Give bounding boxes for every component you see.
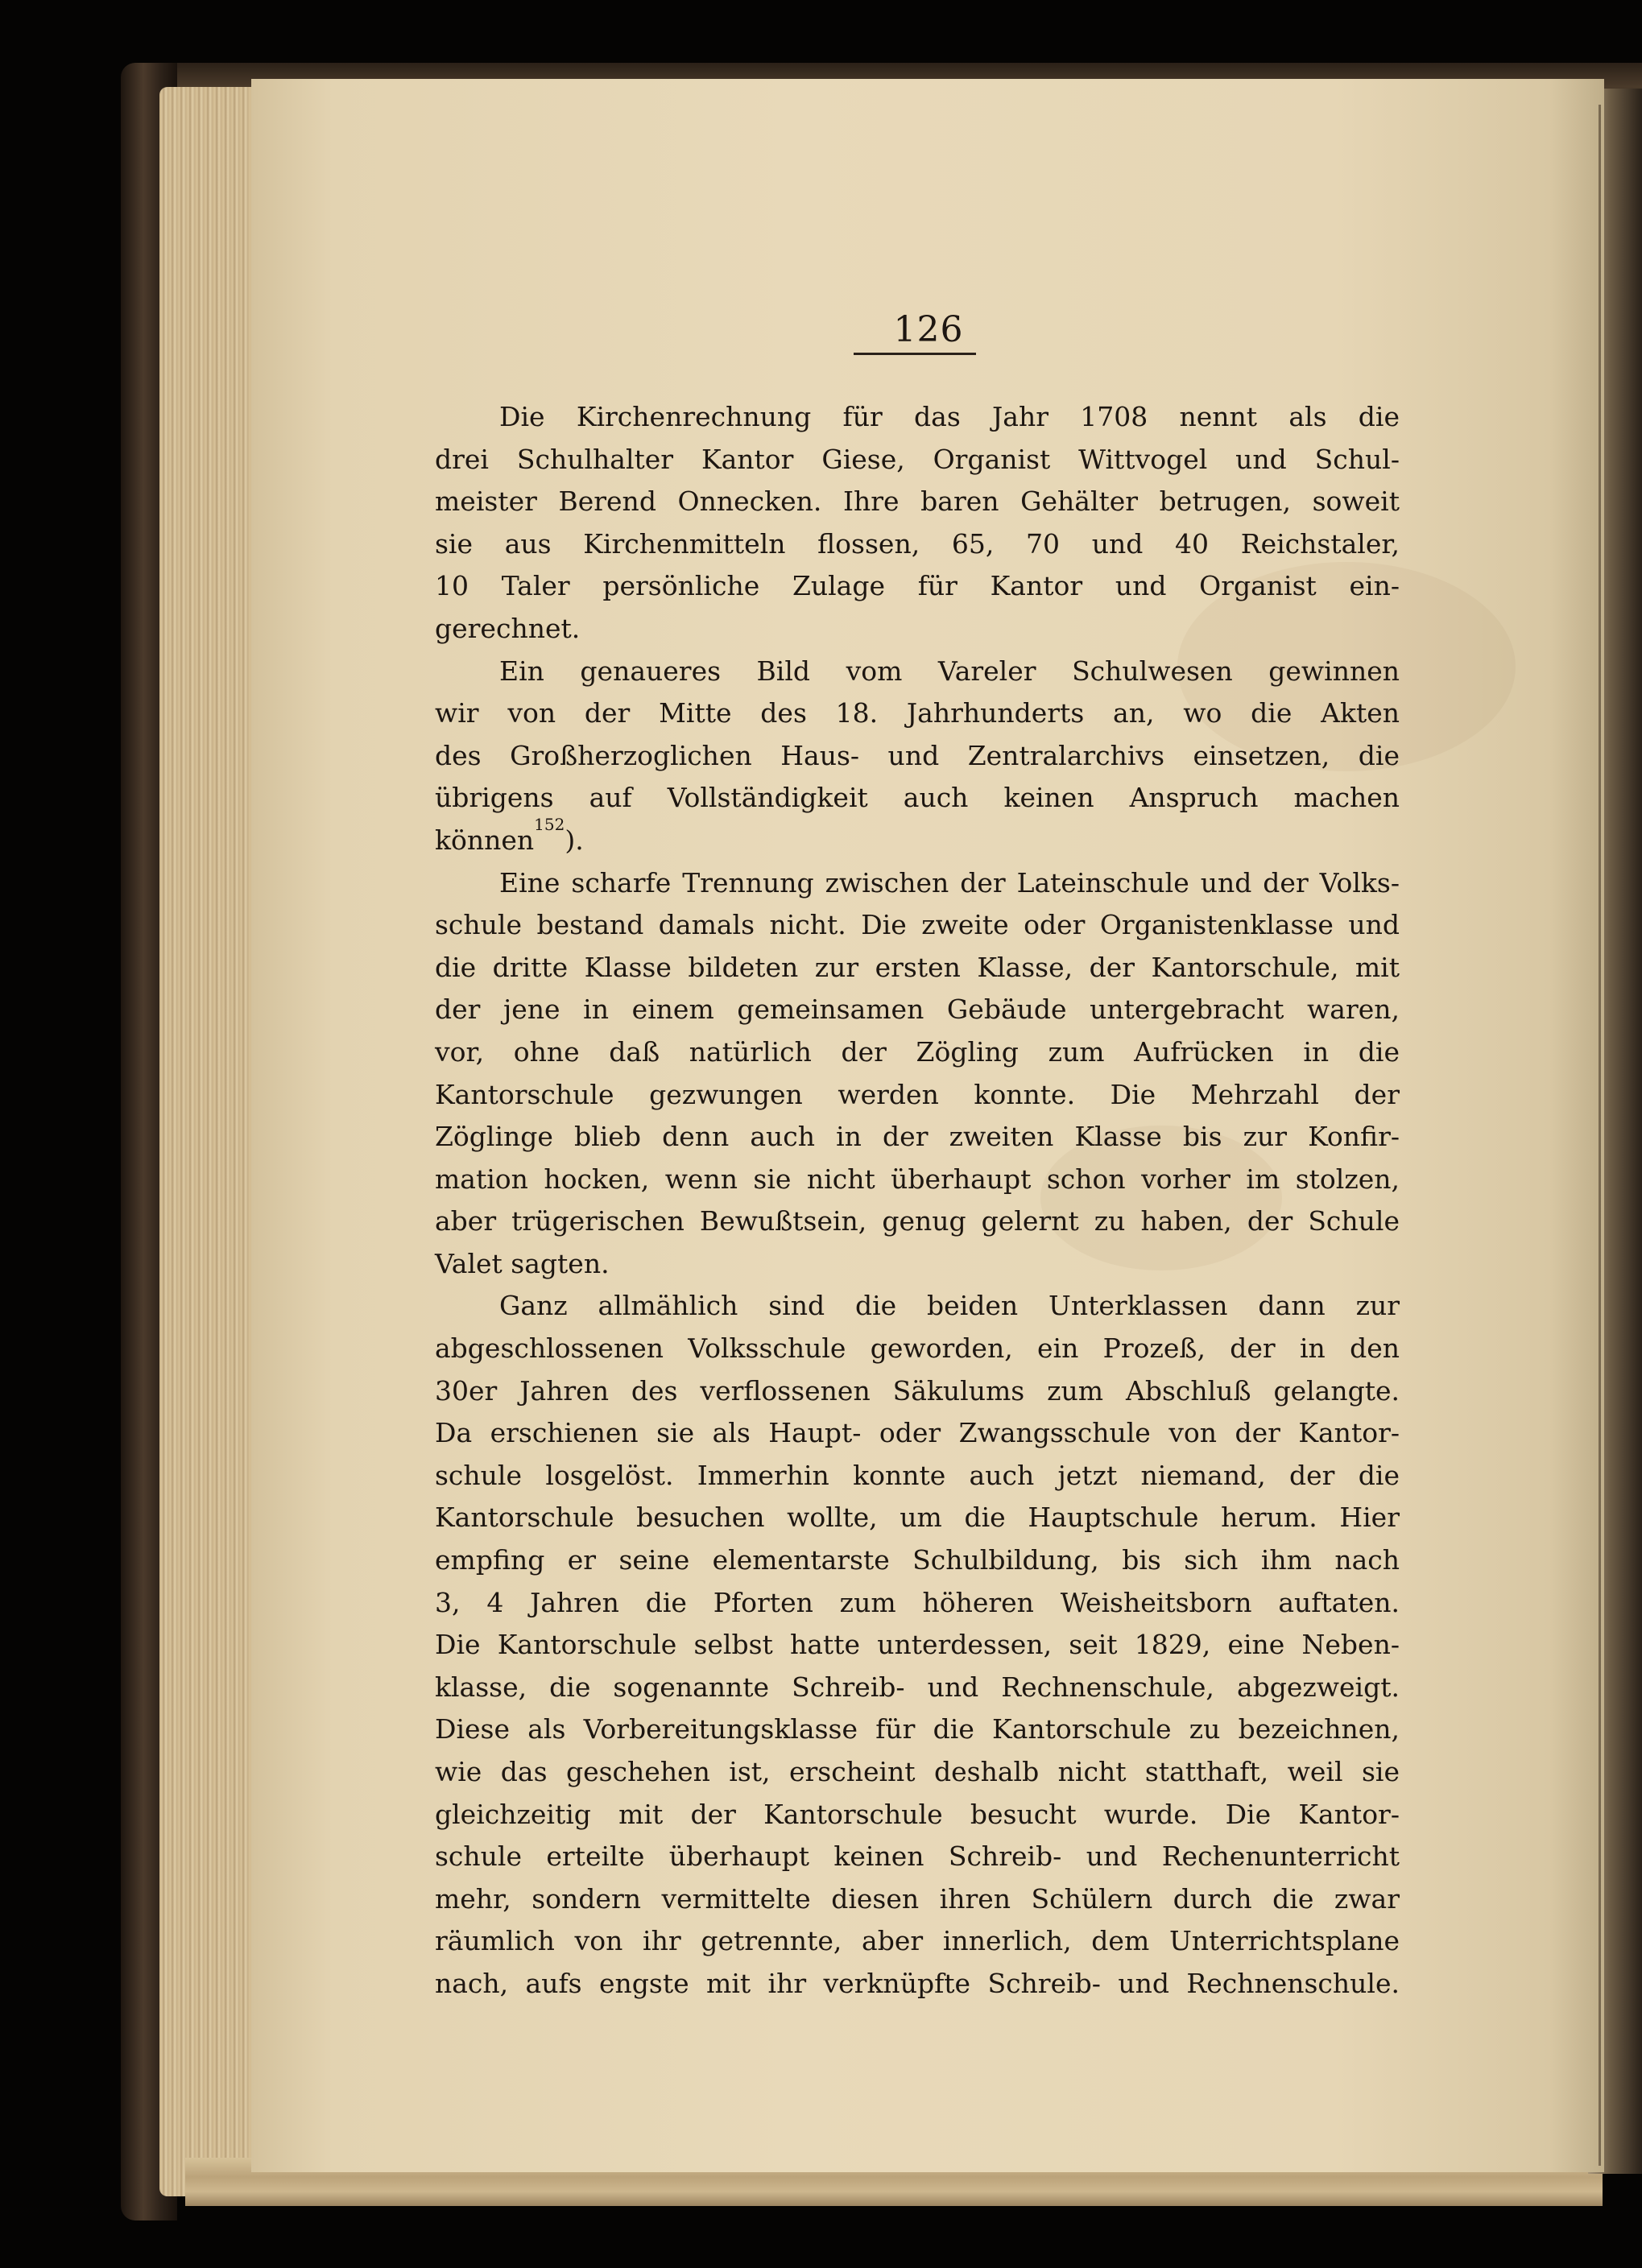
text-line-content: Die Kantorschule selbst hatte unterdessen, seit 1829, eine Neben-: [435, 1629, 1400, 1661]
text-line: [435, 651, 1400, 693]
text-line: [435, 904, 1400, 947]
text-line: [435, 1751, 1400, 1794]
text-line: [435, 1920, 1400, 1963]
text-line-content: Kantorschule gezwungen werden konnte. Die Mehrzahl der: [435, 1078, 1400, 1110]
text-line: [435, 862, 1400, 905]
text-line-content: Ganz allmählich sind die beiden Unterklassen dann zur: [499, 1290, 1400, 1322]
text-line-content: gleichzeitig mit der Kantorschule besucht wurde. Die Kantor-: [435, 1798, 1400, 1830]
text-line-content: 30er Jahren des verflossenen Säkulums zum Abschluß gelangte.: [435, 1374, 1400, 1407]
text-line: [435, 1455, 1400, 1498]
text-line-content: mation hocken, wenn sie nicht überhaupt schon vorher im stolzen,: [435, 1163, 1400, 1195]
text-line: [435, 1412, 1400, 1455]
text-line-content: Zöglinge blieb denn auch in der zweiten Klasse bis zur Konfir-: [435, 1121, 1400, 1153]
text-line: [435, 1582, 1400, 1625]
text-line: [435, 396, 1400, 439]
text-line: [435, 777, 1400, 820]
text-line-content: der jene in einem gemeinsamen Gebäude untergebracht waren,: [435, 994, 1400, 1026]
text-line-content: übrigens auf Vollständigkeit auch keinen Anspruch machen: [435, 782, 1400, 814]
text-line-content: Die Kirchenrechnung für das Jahr 1708 nennt als die: [499, 401, 1400, 432]
text-line-content: Da erschienen sie als Haupt- oder Zwangsschule von der Kantor-: [435, 1417, 1400, 1449]
text-line: [435, 1031, 1400, 1074]
text-line-content: schule losgelöst. Immerhin konnte auch jetzt niemand, der die: [435, 1459, 1400, 1491]
text-line: [435, 1963, 1400, 2006]
text-line-content: Kantorschule besuchen wollte, um die Hauptschule herum. Hier: [435, 1502, 1400, 1534]
text-line-content: meister Berend Onnecken. Ihre baren Gehälter betrugen, soweit: [435, 485, 1400, 518]
text-line-content: drei Schulhalter Kantor Giese, Organist Wittvogel und Schul-: [435, 443, 1400, 475]
text-line-content: Ein genaueres Bild vom Vareler Schulwesen gewinnen: [499, 655, 1400, 687]
text-line-content: wir von der Mitte des 18. Jahrhunderts an, wo die Akten: [435, 697, 1400, 729]
text-line: [435, 1116, 1400, 1159]
text-line: [435, 523, 1400, 566]
text-line-content: 10 Taler persönliche Zulage für Kantor und Organist ein-: [435, 570, 1400, 602]
text-line: [435, 1200, 1400, 1243]
text-line: [435, 692, 1400, 735]
page-number: 126: [893, 309, 964, 350]
text-line: [435, 1708, 1400, 1751]
text-line-content: vor, ohne daß natürlich der Zögling zum Aufrücken in die: [435, 1035, 1400, 1068]
text-line: [435, 1667, 1400, 1709]
text-line: [435, 1836, 1400, 1878]
text-line-tail: ).: [565, 824, 584, 856]
text-line-content: können: [435, 824, 535, 856]
text-line-content: schule erteilte überhaupt keinen Schreib- und Rechenunterricht: [435, 1840, 1400, 1873]
text-line-content: sie aus Kirchenmitteln flossen, 65, 70 und 40 Reichstaler,: [435, 527, 1400, 560]
text-line: [435, 1624, 1400, 1667]
text-line-content: gerechnet.: [435, 612, 581, 644]
text-line-content: Valet sagten.: [435, 1247, 610, 1279]
text-line: [435, 947, 1400, 989]
text-line-content: wie das geschehen ist, erscheint deshalb nicht statthaft, weil sie: [435, 1756, 1400, 1787]
text-line-content: empfing er seine elementarste Schulbildung, bis sich ihm nach: [435, 1544, 1400, 1576]
text-line-content: die dritte Klasse bildeten zur ersten Klasse, der Kantorschule, mit: [435, 951, 1400, 983]
text-line-content: aber trügerischen Bewußtsein, genug gelernt zu haben, der Schule: [435, 1205, 1400, 1237]
text-line: [435, 1794, 1400, 1836]
text-line-content: räumlich von ihr getrennte, aber innerlich, dem Unterrichtsplane: [435, 1925, 1400, 1957]
text-line: [435, 1159, 1400, 1201]
text-line: [435, 1370, 1400, 1413]
footnote-marker: 152: [534, 814, 565, 834]
text-line: [435, 481, 1400, 523]
text-line: [435, 608, 1400, 651]
text-line: [435, 1243, 1400, 1286]
page-number-rule: [854, 353, 976, 355]
text-line-content: 3, 4 Jahren die Pforten zum höheren Weisheitsborn auftaten.: [435, 1586, 1400, 1618]
text-line-content: Diese als Vorbereitungsklasse für die Kantorschule zu bezeichnen,: [435, 1713, 1400, 1745]
page-edges-left: [159, 87, 256, 2196]
text-line-content: klasse, die sogenannte Schreib- und Rechnenschule, abgezweigt.: [435, 1671, 1400, 1703]
text-line: [435, 565, 1400, 608]
text-line: [435, 735, 1400, 778]
text-line-content: mehr, sondern vermittelte diesen ihren Schülern durch die zwar: [435, 1882, 1400, 1915]
text-line: [435, 1328, 1400, 1370]
text-line-content: des Großherzoglichen Haus- und Zentralarchivs einsetzen, die: [435, 739, 1400, 771]
text-line-content: nach, aufs engste mit ihr verknüpfte Schreib- und Rechnenschule.: [435, 1967, 1400, 1999]
text-line: [435, 1878, 1400, 1921]
gutter-line: [1599, 105, 1601, 2166]
text-line: [435, 1074, 1400, 1117]
body-text: [435, 396, 1400, 2006]
text-line-content: Eine scharfe Trennung zwischen der Lateinschule und der Volks-: [499, 866, 1400, 899]
text-line: [435, 1539, 1400, 1582]
text-line: [435, 1285, 1400, 1328]
text-line: [435, 1497, 1400, 1539]
text-line-content: abgeschlossenen Volksschule geworden, ein Prozeß, der in den: [435, 1332, 1400, 1365]
text-line-content: schule bestand damals nicht. Die zweite oder Organistenklasse und: [435, 909, 1400, 941]
text-line: [435, 989, 1400, 1031]
text-line: [435, 814, 1400, 862]
text-line: [435, 439, 1400, 481]
